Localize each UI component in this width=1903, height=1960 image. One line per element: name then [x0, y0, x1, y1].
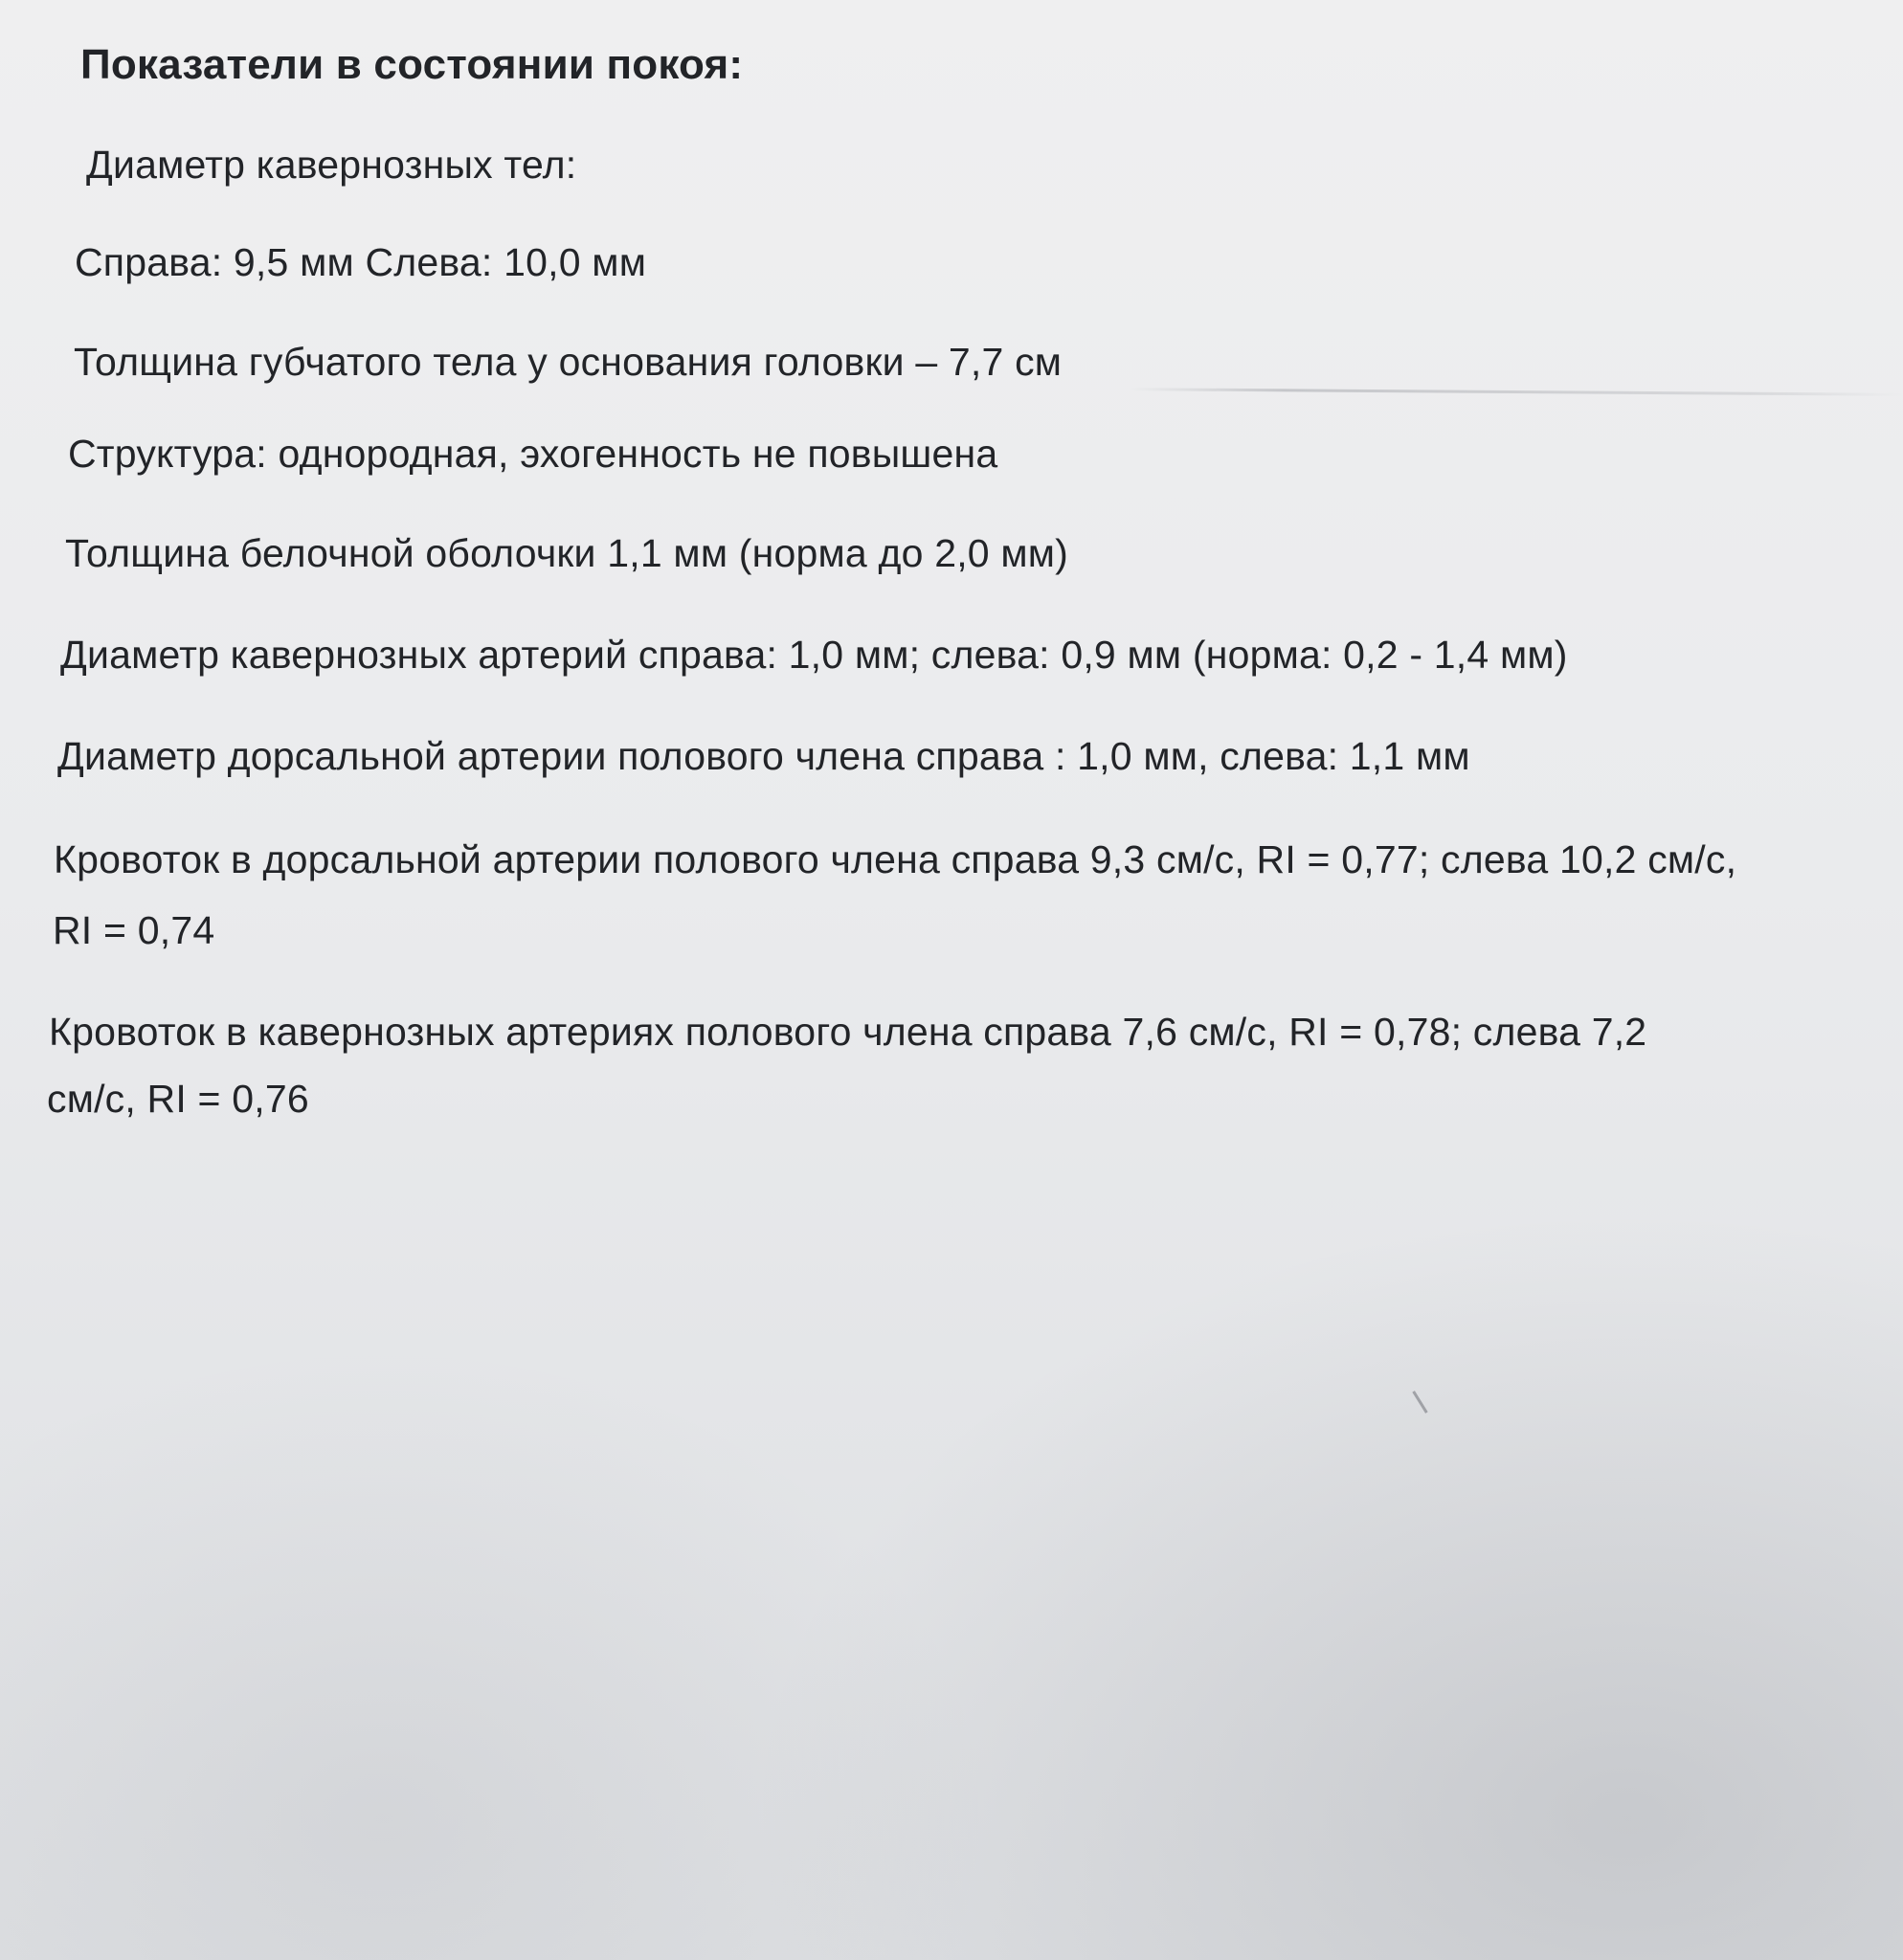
section-heading: Показатели в состоянии покоя:: [80, 41, 744, 88]
dorsal-artery-flow-line-1: Кровоток в дорсальной артерии полового члена справа 9,3 см/с, RI = 0,77; слева 10,2 см/с,: [54, 837, 1737, 881]
dorsal-artery-diameter: Диаметр дорсальной артерии полового члена справа : 1,0 мм, слева: 1,1 мм: [57, 734, 1470, 778]
paper-fold-shadow: [1130, 388, 1903, 396]
spongy-body-thickness: Толщина губчатого тела у основания головки – 7,7 см: [74, 340, 1063, 384]
paper-pencil-mark: [1412, 1391, 1427, 1414]
cavernous-arteries-flow-line-2: см/с, RI = 0,76: [47, 1077, 309, 1121]
cavernous-bodies-diameter-values: Справа: 9,5 мм Слева: 10,0 мм: [75, 240, 647, 284]
cavernous-arteries-diameter: Диаметр кавернозных артерий справа: 1,0 мм; слева: 0,9 мм (норма: 0,2 - 1,4 мм): [60, 633, 1568, 677]
structure-line: Структура: однородная, эхогенность не повышена: [68, 432, 998, 476]
cavernous-bodies-diameter-label: Диаметр кавернозных тел:: [86, 143, 577, 187]
dorsal-artery-flow-line-2: RI = 0,74: [53, 908, 215, 952]
cavernous-arteries-flow-line-1: Кровоток в кавернозных артериях полового члена справа 7,6 см/с, RI = 0,78; слева 7,2: [49, 1010, 1647, 1054]
tunica-albuginea-thickness: Толщина белочной оболочки 1,1 мм (норма до 2,0 мм): [65, 531, 1069, 575]
